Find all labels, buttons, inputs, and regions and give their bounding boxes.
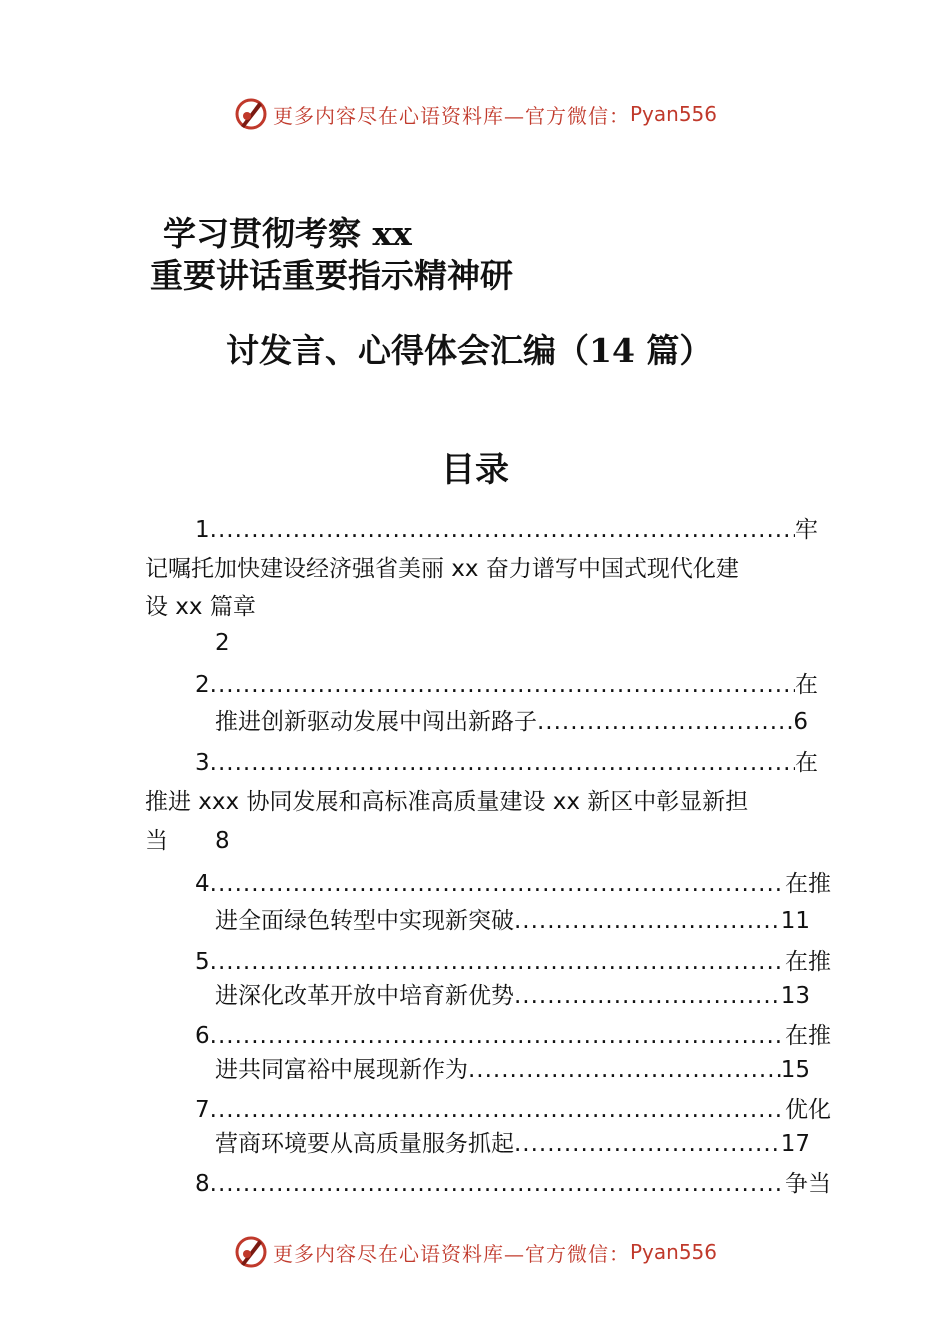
watermark-footer — [0, 1232, 950, 1272]
toc-entry-title-start: 在 — [795, 750, 818, 776]
toc-entry-title-start: 在推 — [785, 871, 831, 897]
toc-entry-page: 11 — [780, 908, 810, 934]
toc-entry-7[interactable] — [195, 1095, 831, 1125]
toc-leader-dots — [514, 906, 781, 936]
toc-leader-dots — [210, 670, 795, 700]
toc-leader-dots — [210, 947, 785, 977]
toc-entry-title-row — [215, 1055, 810, 1085]
toc-entry-3[interactable] — [195, 748, 818, 778]
toc-entry-title-row — [215, 906, 810, 936]
toc-entry-page: 15 — [780, 1057, 810, 1083]
watermark-text: 更多内容尽在心语资料库—官方微信： — [272, 103, 630, 128]
watermark-text: 更多内容尽在心语资料库—官方微信： — [272, 1241, 630, 1266]
toc-entry-number: 7 — [195, 1097, 210, 1123]
document-title-line-1: 学习贯彻考察 xx — [163, 214, 412, 253]
toc-entry-page: 6 — [793, 709, 808, 735]
watermark-id: Pyan556 — [629, 102, 717, 126]
toc-entry-title-start: 在推 — [785, 949, 831, 975]
toc-entry-number: 5 — [195, 949, 210, 975]
toc-entry-title-start: 在推 — [785, 1023, 831, 1049]
toc-entry-2[interactable] — [195, 670, 818, 700]
toc-leader-dots — [210, 748, 795, 778]
toc-leader-dots — [210, 1095, 785, 1125]
toc-entry-8[interactable] — [195, 1169, 831, 1199]
toc-entry-title: 进共同富裕中展现新作为 — [215, 1057, 468, 1083]
toc-entry-title: 营商环境要从高质量服务抓起 — [215, 1131, 514, 1157]
toc-heading: 目录 — [441, 450, 509, 490]
toc-entry-title-row — [215, 1129, 810, 1159]
brand-logo-icon — [233, 96, 269, 132]
toc-entry-4[interactable] — [195, 869, 831, 899]
toc-entry-title: 当 — [145, 828, 168, 854]
toc-entry-5[interactable] — [195, 947, 831, 977]
toc-leader-dots — [514, 1129, 781, 1159]
toc-leader-dots — [210, 1169, 785, 1199]
toc-entry-number: 4 — [195, 871, 210, 897]
toc-leader-dots — [537, 707, 793, 737]
toc-entry-title-start: 争当 — [785, 1171, 831, 1197]
toc-entry-title-row — [215, 981, 810, 1011]
watermark-id: Pyan556 — [629, 1240, 717, 1264]
toc-entry-title: 推进 xxx 协同发展和高标准高质量建设 xx 新区中彰显新担 — [145, 789, 749, 815]
toc-entry-6[interactable] — [195, 1021, 831, 1051]
toc-entry-title-start: 优化 — [785, 1097, 831, 1123]
document-title-line-3: 讨发言、心得体会汇编（14 篇） — [226, 331, 713, 370]
toc-leader-dots — [210, 869, 785, 899]
toc-entry-page: 2 — [215, 630, 230, 656]
toc-entry-number: 3 — [195, 750, 210, 776]
toc-entry-title: 进全面绿色转型中实现新突破 — [215, 908, 514, 934]
toc-leader-dots — [210, 515, 795, 545]
toc-entry-page: 8 — [215, 828, 230, 854]
toc-entry-title-start: 在 — [795, 672, 818, 698]
toc-entry-title: 设 xx 篇章 — [145, 594, 256, 620]
toc-entry-title-row — [215, 707, 808, 737]
toc-entry-number: 6 — [195, 1023, 210, 1049]
toc-entry-page: 13 — [780, 983, 810, 1009]
toc-entry-title-start: 牢 — [795, 517, 818, 543]
toc-entry-number: 1 — [195, 517, 210, 543]
toc-leader-dots — [468, 1055, 781, 1085]
toc-entry-title: 记嘱托加快建设经济强省美丽 xx 奋力谱写中国式现代化建 — [145, 556, 739, 582]
toc-entry-page: 17 — [780, 1131, 810, 1157]
toc-entry-title: 推进创新驱动发展中闯出新路子 — [215, 709, 537, 735]
document-title-line-2: 重要讲话重要指示精神研 — [150, 256, 513, 295]
toc-entry-number: 8 — [195, 1171, 210, 1197]
toc-entry-title: 进深化改革开放中培育新优势 — [215, 983, 514, 1009]
watermark-header — [0, 94, 950, 134]
toc-entry-number: 2 — [195, 672, 210, 698]
brand-logo-icon — [233, 1234, 269, 1270]
toc-entry-1[interactable] — [195, 515, 818, 545]
toc-leader-dots — [514, 981, 781, 1011]
toc-leader-dots — [210, 1021, 785, 1051]
